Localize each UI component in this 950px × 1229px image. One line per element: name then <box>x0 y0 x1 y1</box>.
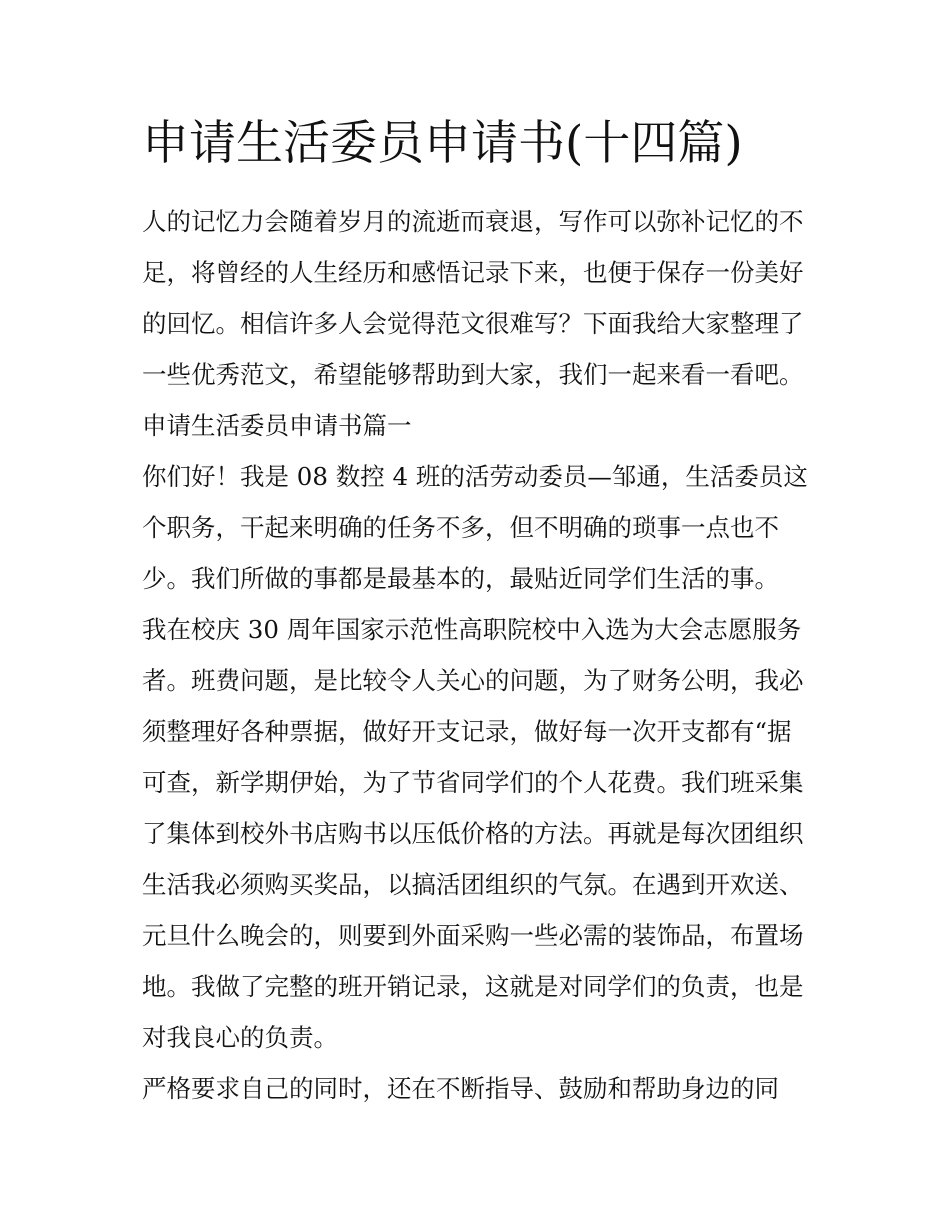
body-line-2: 个职务，干起来明确的任务不多，但不明确的琐事一点也不 <box>142 513 779 542</box>
body-line-10: 元旦什么晚会的，则要到外面采购一些必需的装饰品，布置场 <box>142 921 804 950</box>
body-line-8: 了集体到校外书店购书以压低价格的方法。再就是每次团组织 <box>142 819 804 848</box>
body-line-7: 可查，新学期伊始，为了节省同学们的个人花费。我们班采集 <box>142 768 804 797</box>
page-title: 申请生活委员申请书(十四篇) <box>142 116 743 171</box>
body-line-6: 须整理好各种票据，做好开支记录，做好每一次开支都有“据 <box>142 717 792 746</box>
body-line-3: 少。我们所做的事都是最基本的，最贴近同学们生活的事。 <box>142 564 779 593</box>
intro-line-4: 一些优秀范文，希望能够帮助到大家，我们一起来看一看吧。 <box>142 360 804 389</box>
section-heading: 申请生活委员申请书篇一 <box>142 411 412 440</box>
body-line-12: 对我良心的负责。 <box>142 1023 338 1052</box>
intro-line-3: 的回忆。相信许多人会觉得范文很难写？下面我给大家整理了 <box>142 309 804 338</box>
body-line-13: 严格要求自己的同时，还在不断指导、鼓励和帮助身边的同 <box>142 1074 779 1103</box>
body-line-1: 你们好！我是 08 数控 4 班的活劳动委员—邹通，生活委员这 <box>142 462 808 491</box>
body-line-11: 地。我做了完整的班开销记录，这就是对同学们的负责，也是 <box>142 972 804 1001</box>
intro-line-1: 人的记忆力会随着岁月的流逝而衰退，写作可以弥补记忆的不 <box>142 207 804 236</box>
body-line-4: 我在校庆 30 周年国家示范性高职院校中入选为大会志愿服务 <box>142 615 802 644</box>
body-line-5: 者。班费问题，是比较令人关心的问题，为了财务公明，我必 <box>142 666 804 695</box>
body-line-9: 生活我必须购买奖品，以搞活团组织的气氛。在遇到开欢送、 <box>142 870 804 899</box>
intro-line-2: 足，将曾经的人生经历和感悟记录下来，也便于保存一份美好 <box>142 258 804 287</box>
